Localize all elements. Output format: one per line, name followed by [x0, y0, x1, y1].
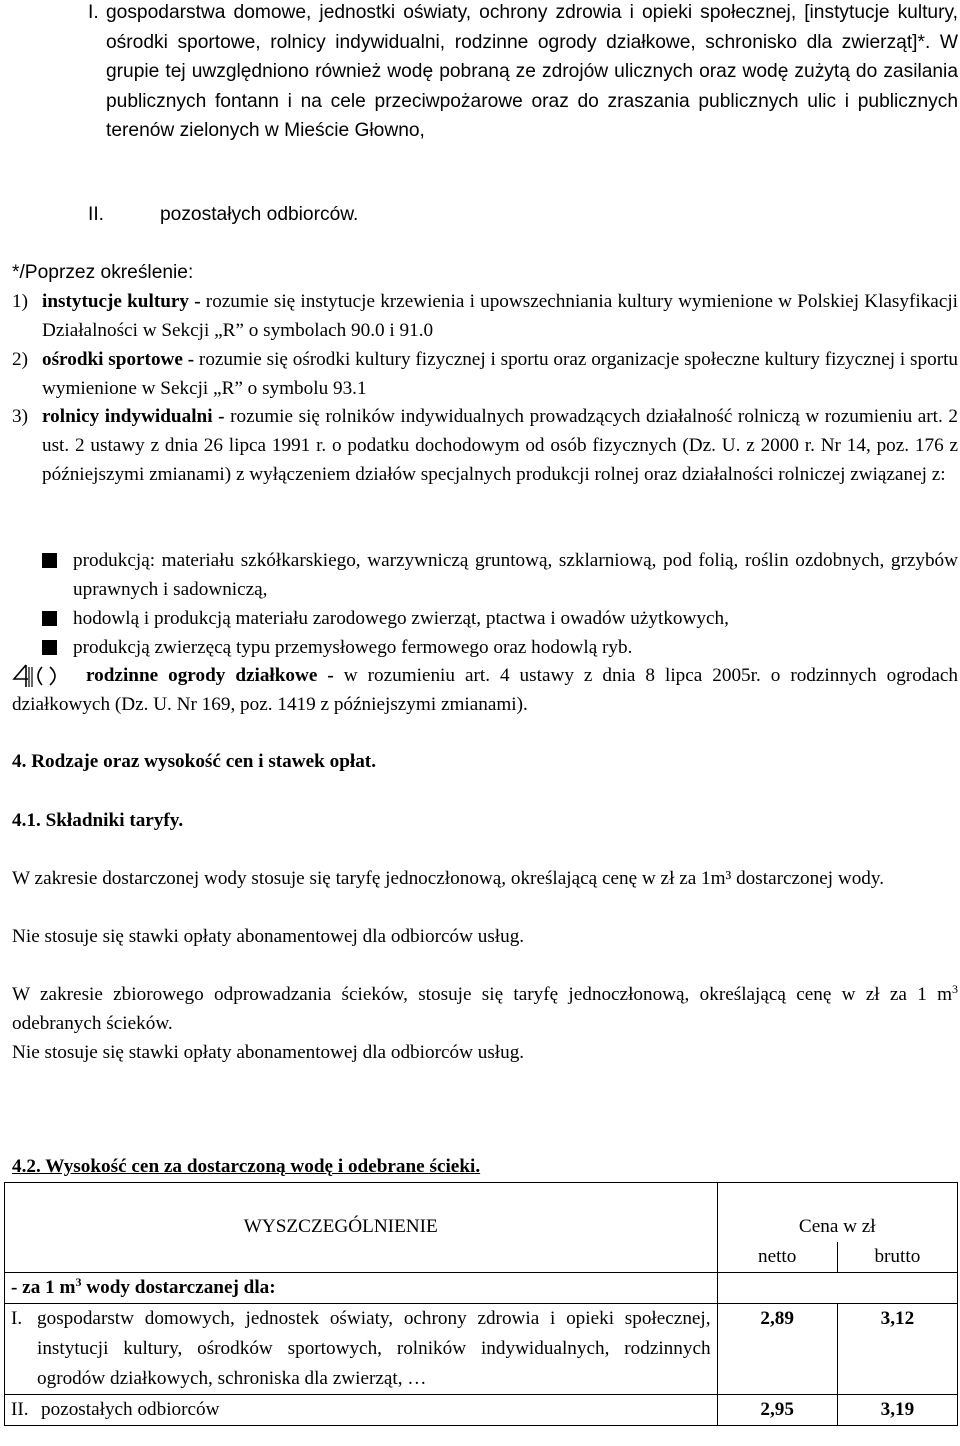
bullet-text: produkcją zwierzęcą typu przemysłowego fermowego oraz hodowlą ryb.	[73, 637, 633, 658]
item-two	[88, 200, 358, 229]
bullet-text: hodowlą i produkcją materiału zarodowego zwierząt, ptactwa i owadów użytkowych,	[73, 608, 729, 629]
row-netto: 2,89	[717, 1304, 837, 1395]
list-item	[42, 546, 958, 604]
definition-2	[12, 345, 958, 403]
definition-3	[12, 402, 958, 489]
definition-2-text: rozumie się ośrodki kultury fizycznej i sportu oraz organizacje społeczne kultury fizycznej i sportu wymienione w Sekcji „R” o symbolu 93.1	[42, 349, 959, 399]
table-row	[5, 1395, 958, 1426]
row-label: pozostałych odbiorców	[41, 1399, 220, 1420]
definition-1	[12, 287, 958, 345]
item-two-text: pozostałych odbiorców.	[160, 204, 359, 225]
table-cell	[837, 1273, 957, 1304]
list-item	[42, 633, 958, 662]
sewage-tariff-text-a: W zakresie zbiorowego odprowadzania ścieków, stosuje się taryfę jednoczłonową, określającą cenę w zł za 1 m	[12, 984, 952, 1005]
sewage-subscription-note: Nie stosuje się stawki opłaty abonamentowej dla odbiorców usług.	[12, 1042, 525, 1063]
item-two-number: II.	[88, 204, 104, 225]
intro-item	[88, 0, 958, 146]
table-subheader-row	[5, 1242, 958, 1273]
row-label: gospodarstw domowych, jednostek oświaty, ochrony zdrowia i opieki społecznej, instytucji kultury, ośrodków sportowych, rolników indywidualnych, rodzinnych ogrodów działkowych, schroniska dla zwierząt, …	[37, 1308, 711, 1389]
definition-4	[12, 661, 958, 719]
water-subscription-note: Nie stosuje się stawki opłaty abonamentowej dla odbiorców usług.	[12, 926, 525, 947]
header-description: WYSZCZEGÓLNIENIE	[243, 1216, 438, 1237]
square-bullet-icon	[42, 611, 57, 626]
definition-1-term: instytucje kultury -	[42, 291, 201, 312]
water-tariff-paragraph: W zakresie dostarczonej wody stosuje się taryfę jednoczłonową, określającą cenę w zł za 1m³ dostarczonej wody.	[12, 868, 885, 889]
bullet-list	[42, 546, 958, 662]
sewage-tariff-paragraph	[12, 980, 958, 1038]
row-netto: 2,95	[717, 1395, 837, 1426]
definition-2-term: ośrodki sportowe -	[42, 349, 195, 370]
square-bullet-icon	[42, 640, 57, 655]
table-cell	[5, 1304, 718, 1395]
header-price: Cena w zł	[798, 1216, 876, 1237]
group-label-sup: 3	[75, 1275, 82, 1289]
table-row	[5, 1304, 958, 1395]
list-item	[42, 604, 958, 633]
table-cell	[5, 1273, 718, 1304]
intro-number: I.	[88, 2, 99, 23]
group-label-a: - za 1 m	[11, 1277, 76, 1298]
bullet-text: produkcją: materiału szkółkarskiego, warzywniczą gruntową, szklarniową, pod folią, roślin ozdobnych, grzybów uprawnych i sadowniczą,	[73, 550, 958, 600]
definition-4-term: rodzinne ogrody działkowe -	[86, 665, 334, 686]
square-bullet-icon	[42, 553, 57, 568]
group-label-b: wody dostarczanej dla:	[81, 1277, 276, 1298]
intro-text: gospodarstwa domowe, jednostki oświaty, ochrony zdrowia i opieki społecznej, [instytucje kultury, ośrodki sportowe, rolnicy indywidualni, rodzinne ogrody działkowe, schronisko dla zwierząt]*. W grupie tej uwzględniono również wodę pobraną ze zdrojów ulicznych oraz wodę zużytą do zasilania publicznych fontann i na cele przeciwpożarowe oraz do zraszania publicznych ulic i publicznych terenów zielonych w Mieście Głowno,	[106, 2, 958, 141]
header-cell	[717, 1183, 957, 1243]
definition-1-text: rozumie się instytucje krzewienia i upowszechniania kultury wymienione w Polskiej Klasyfikacji Działalności w Sekcji „R” o symbolach 90.0 i 91.0	[42, 291, 959, 341]
header-brutto: brutto	[837, 1242, 957, 1273]
row-number: II.	[11, 1399, 29, 1420]
section-41-heading: 4.1. Składniki taryfy.	[12, 810, 184, 831]
definition-3-term: rolnicy indywidualni -	[42, 406, 225, 427]
definition-1-number: 1)	[12, 291, 28, 312]
header-cell	[5, 1183, 718, 1243]
section-42-heading: 4.2. Wysokość cen za dostarczoną wodę i odebrane ścieki.	[12, 1156, 481, 1177]
table-cell	[717, 1273, 837, 1304]
sewage-tariff-sup: 3	[952, 982, 958, 996]
definitions-heading: */Poprzez określenie:	[12, 262, 194, 283]
price-table	[4, 1182, 958, 1426]
row-number: I.	[11, 1308, 23, 1329]
section-4-heading: 4. Rodzaje oraz wysokość cen i stawek opłat.	[12, 751, 376, 772]
table-header-row	[5, 1183, 958, 1243]
header-netto: netto	[717, 1242, 837, 1273]
definition-3-number: 3)	[12, 406, 28, 427]
row-brutto: 3,12	[837, 1304, 957, 1395]
table-cell	[5, 1395, 718, 1426]
header-cell	[5, 1242, 718, 1273]
table-group-row	[5, 1273, 958, 1304]
sewage-tariff-text-b: odebranych ścieków.	[12, 1013, 173, 1034]
row-brutto: 3,19	[837, 1395, 957, 1426]
number-four-symbol-icon	[12, 663, 72, 689]
definition-4-text: w rozumieniu art. 4 ustawy z dnia 8 lipca 2005r. o rodzinnych ogrodach działkowych (Dz. U. Nr 169, poz. 1419 z późniejszymi zmianami).	[12, 665, 959, 715]
definition-3-text: rozumie się rolników indywidualnych prowadzących działalność rolniczą w rozumieniu art. 2 ust. 2 ustawy z dnia 26 lipca 1991 r. o podatku dochodowym od osób fizycznych (Dz. U. z 2000 r. Nr 14, poz. 176 z późniejszymi zmianami) z wyłączeniem działów specjalnych produkcji rolnej oraz działalności rolniczej związanej z:	[42, 406, 958, 485]
definition-2-number: 2)	[12, 349, 28, 370]
